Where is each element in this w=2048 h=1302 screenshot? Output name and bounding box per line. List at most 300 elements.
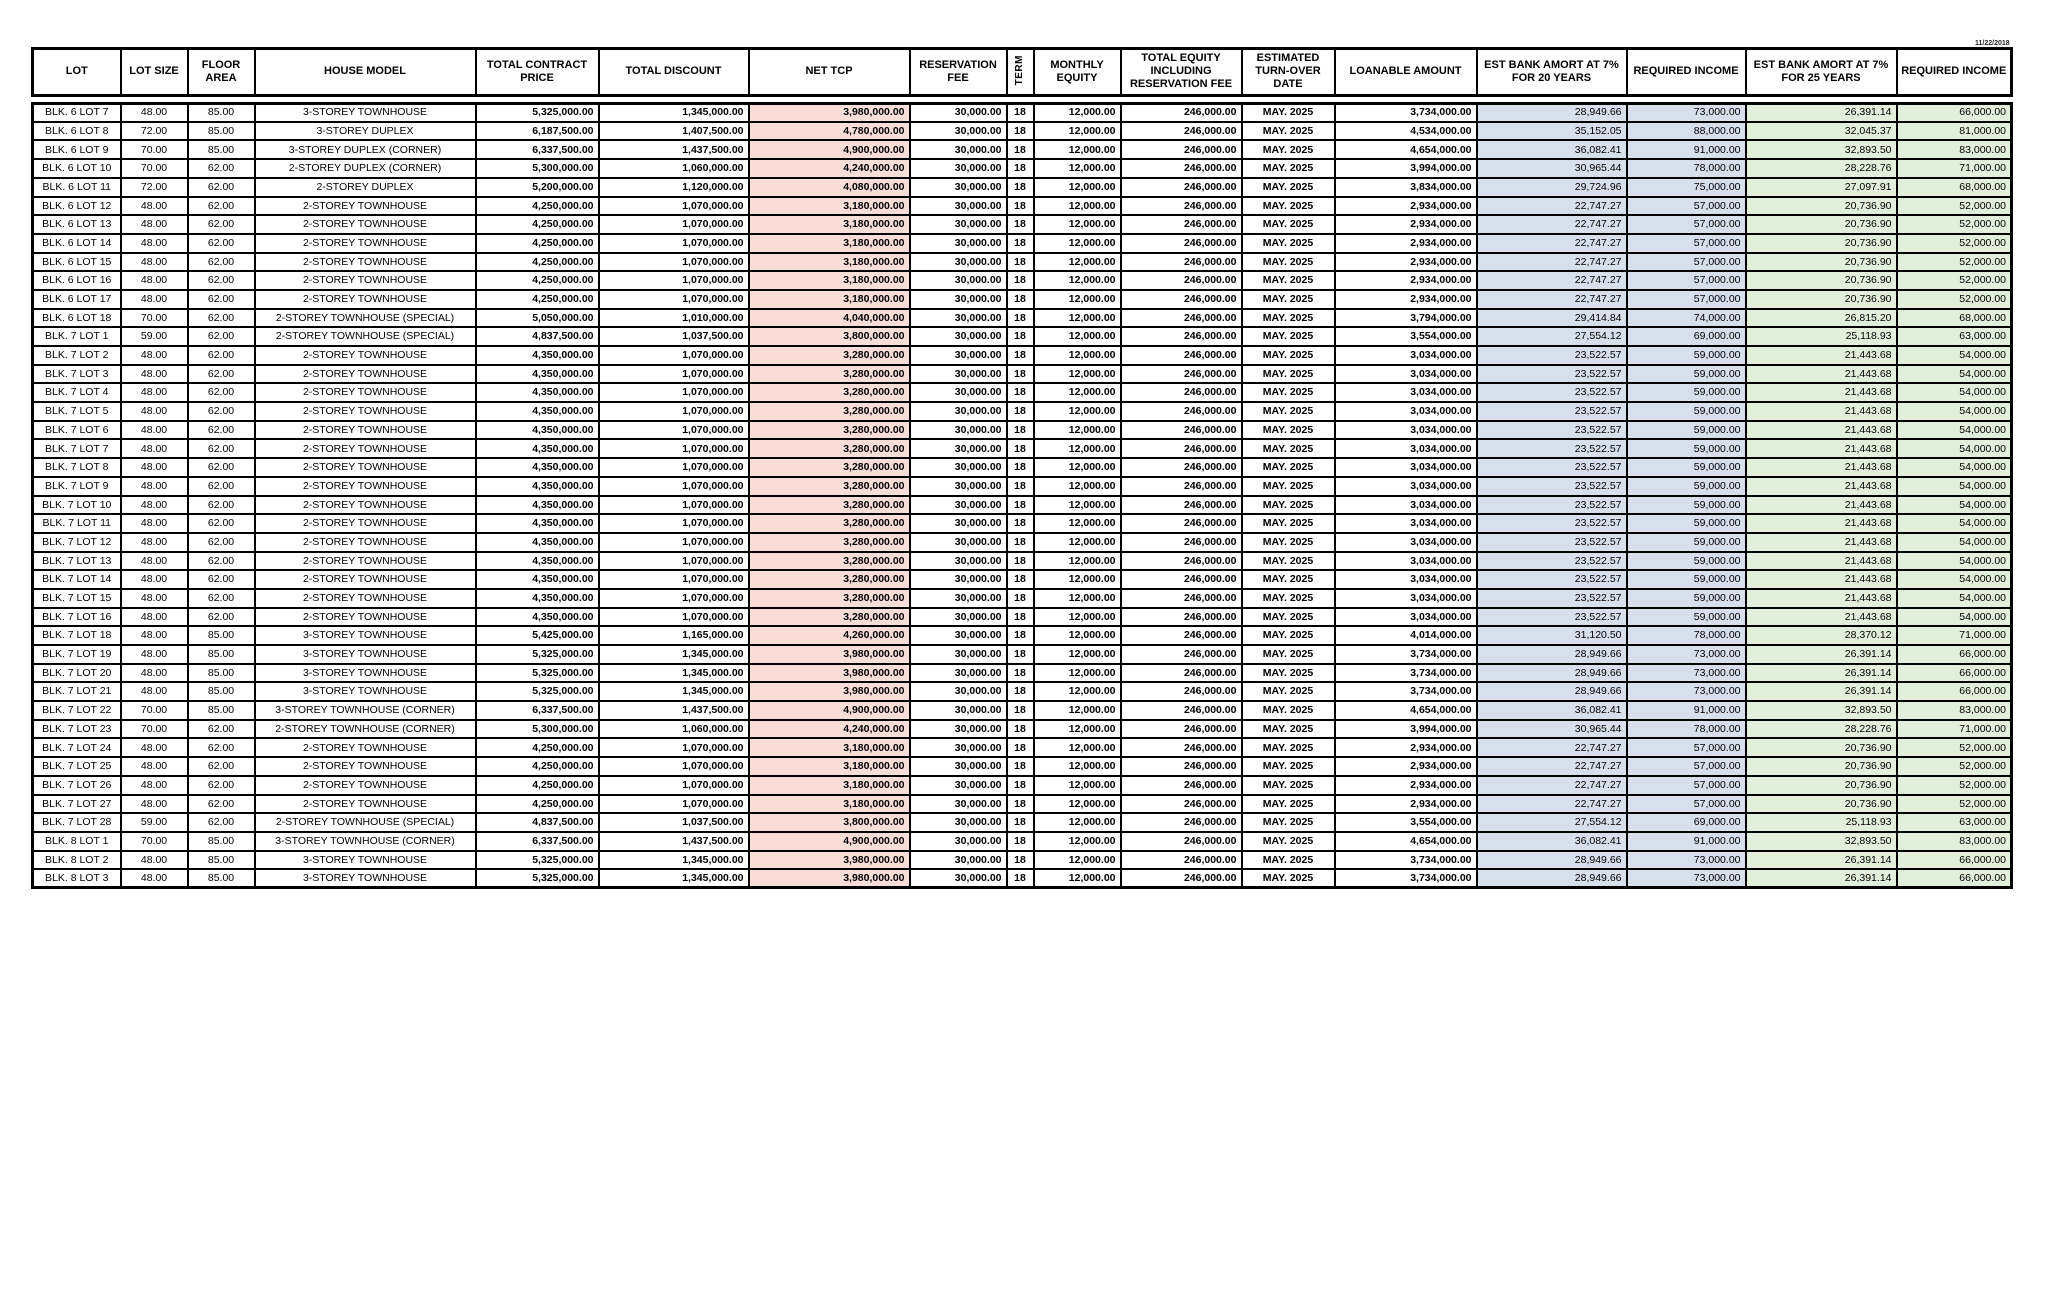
cell-monthly-equity: 12,000.00 xyxy=(1034,795,1121,814)
cell-amort-20yr: 23,522.57 xyxy=(1477,477,1627,496)
cell-floor-area: 62.00 xyxy=(188,533,255,552)
cell-total-contract-price: 4,837,500.00 xyxy=(476,813,599,832)
cell-lot: BLK. 6 LOT 8 xyxy=(33,122,121,141)
cell-lot-size: 48.00 xyxy=(121,215,188,234)
cell-loanable-amount: 3,034,000.00 xyxy=(1335,514,1477,533)
cell-total-equity: 246,000.00 xyxy=(1121,439,1242,458)
column-header-total-discount: TOTAL DISCOUNT xyxy=(599,49,749,96)
cell-required-income-25yr: 71,000.00 xyxy=(1897,159,2012,178)
cell-net-tcp: 3,280,000.00 xyxy=(749,514,910,533)
cell-house-model: 3-STOREY TOWNHOUSE xyxy=(255,682,476,701)
cell-net-tcp: 3,280,000.00 xyxy=(749,589,910,608)
cell-reservation-fee: 30,000.00 xyxy=(910,776,1007,795)
cell-amort-20yr: 23,522.57 xyxy=(1477,533,1627,552)
cell-total-equity: 246,000.00 xyxy=(1121,776,1242,795)
table-row xyxy=(33,327,2012,346)
cell-total-contract-price: 4,250,000.00 xyxy=(476,253,599,272)
cell-monthly-equity: 12,000.00 xyxy=(1034,122,1121,141)
cell-lot: BLK. 7 LOT 7 xyxy=(33,439,121,458)
cell-amort-25yr: 21,443.68 xyxy=(1746,383,1897,402)
cell-reservation-fee: 30,000.00 xyxy=(910,421,1007,440)
cell-amort-25yr: 20,736.90 xyxy=(1746,795,1897,814)
cell-lot: BLK. 7 LOT 25 xyxy=(33,757,121,776)
cell-house-model: 2-STOREY TOWNHOUSE xyxy=(255,738,476,757)
cell-lot: BLK. 7 LOT 8 xyxy=(33,458,121,477)
table-row xyxy=(33,253,2012,272)
cell-total-discount: 1,070,000.00 xyxy=(599,439,749,458)
cell-amort-20yr: 23,522.57 xyxy=(1477,439,1627,458)
cell-required-income-20yr: 88,000.00 xyxy=(1627,122,1746,141)
cell-reservation-fee: 30,000.00 xyxy=(910,757,1007,776)
cell-net-tcp: 3,180,000.00 xyxy=(749,215,910,234)
cell-total-discount: 1,345,000.00 xyxy=(599,682,749,701)
cell-reservation-fee: 30,000.00 xyxy=(910,140,1007,159)
cell-total-contract-price: 4,250,000.00 xyxy=(476,795,599,814)
cell-lot: BLK. 6 LOT 9 xyxy=(33,140,121,159)
cell-total-equity: 246,000.00 xyxy=(1121,645,1242,664)
cell-amort-20yr: 28,949.66 xyxy=(1477,103,1627,122)
cell-required-income-25yr: 71,000.00 xyxy=(1897,720,2012,739)
cell-total-equity: 246,000.00 xyxy=(1121,514,1242,533)
cell-loanable-amount: 3,034,000.00 xyxy=(1335,421,1477,440)
cell-total-contract-price: 5,325,000.00 xyxy=(476,851,599,870)
table-row xyxy=(33,421,2012,440)
cell-net-tcp: 3,180,000.00 xyxy=(749,795,910,814)
cell-amort-20yr: 23,522.57 xyxy=(1477,346,1627,365)
cell-required-income-20yr: 59,000.00 xyxy=(1627,365,1746,384)
cell-lot-size: 48.00 xyxy=(121,402,188,421)
cell-house-model: 2-STOREY TOWNHOUSE xyxy=(255,234,476,253)
cell-reservation-fee: 30,000.00 xyxy=(910,645,1007,664)
column-header-total-contract-price: TOTAL CONTRACT PRICE xyxy=(476,49,599,96)
cell-amort-20yr: 23,522.57 xyxy=(1477,552,1627,571)
cell-amort-20yr: 23,522.57 xyxy=(1477,514,1627,533)
cell-floor-area: 85.00 xyxy=(188,122,255,141)
cell-turnover-date: MAY. 2025 xyxy=(1242,608,1335,627)
cell-term: 18 xyxy=(1007,271,1034,290)
cell-amort-20yr: 22,747.27 xyxy=(1477,757,1627,776)
cell-monthly-equity: 12,000.00 xyxy=(1034,103,1121,122)
cell-loanable-amount: 3,034,000.00 xyxy=(1335,496,1477,515)
cell-total-equity: 246,000.00 xyxy=(1121,851,1242,870)
cell-monthly-equity: 12,000.00 xyxy=(1034,533,1121,552)
cell-required-income-20yr: 57,000.00 xyxy=(1627,290,1746,309)
cell-house-model: 2-STOREY TOWNHOUSE (SPECIAL) xyxy=(255,309,476,328)
cell-lot-size: 48.00 xyxy=(121,103,188,122)
cell-required-income-25yr: 54,000.00 xyxy=(1897,421,2012,440)
cell-reservation-fee: 30,000.00 xyxy=(910,720,1007,739)
cell-monthly-equity: 12,000.00 xyxy=(1034,738,1121,757)
cell-loanable-amount: 3,034,000.00 xyxy=(1335,533,1477,552)
cell-turnover-date: MAY. 2025 xyxy=(1242,439,1335,458)
cell-term: 18 xyxy=(1007,851,1034,870)
cell-required-income-20yr: 59,000.00 xyxy=(1627,346,1746,365)
cell-net-tcp: 3,280,000.00 xyxy=(749,477,910,496)
cell-required-income-20yr: 59,000.00 xyxy=(1627,439,1746,458)
cell-lot-size: 48.00 xyxy=(121,514,188,533)
cell-reservation-fee: 30,000.00 xyxy=(910,439,1007,458)
cell-total-discount: 1,070,000.00 xyxy=(599,738,749,757)
cell-net-tcp: 3,180,000.00 xyxy=(749,271,910,290)
cell-total-discount: 1,345,000.00 xyxy=(599,103,749,122)
cell-term: 18 xyxy=(1007,122,1034,141)
cell-required-income-20yr: 57,000.00 xyxy=(1627,271,1746,290)
cell-lot-size: 70.00 xyxy=(121,159,188,178)
cell-house-model: 2-STOREY TOWNHOUSE (SPECIAL) xyxy=(255,813,476,832)
cell-required-income-20yr: 78,000.00 xyxy=(1627,626,1746,645)
cell-house-model: 2-STOREY TOWNHOUSE xyxy=(255,795,476,814)
cell-required-income-25yr: 52,000.00 xyxy=(1897,776,2012,795)
cell-lot: BLK. 7 LOT 11 xyxy=(33,514,121,533)
cell-net-tcp: 3,980,000.00 xyxy=(749,664,910,683)
column-header-total-equity: TOTAL EQUITY INCLUDING RESERVATION FEE xyxy=(1121,49,1242,96)
cell-total-contract-price: 4,250,000.00 xyxy=(476,271,599,290)
cell-required-income-25yr: 52,000.00 xyxy=(1897,234,2012,253)
cell-reservation-fee: 30,000.00 xyxy=(910,570,1007,589)
cell-total-contract-price: 4,350,000.00 xyxy=(476,383,599,402)
cell-lot: BLK. 7 LOT 28 xyxy=(33,813,121,832)
cell-net-tcp: 3,180,000.00 xyxy=(749,197,910,216)
cell-required-income-25yr: 52,000.00 xyxy=(1897,253,2012,272)
cell-lot: BLK. 7 LOT 20 xyxy=(33,664,121,683)
cell-required-income-25yr: 66,000.00 xyxy=(1897,103,2012,122)
cell-amort-20yr: 23,522.57 xyxy=(1477,421,1627,440)
column-header-term xyxy=(1007,49,1034,96)
cell-amort-20yr: 22,747.27 xyxy=(1477,253,1627,272)
cell-amort-25yr: 20,736.90 xyxy=(1746,271,1897,290)
cell-lot: BLK. 7 LOT 23 xyxy=(33,720,121,739)
cell-loanable-amount: 3,034,000.00 xyxy=(1335,346,1477,365)
cell-net-tcp: 3,280,000.00 xyxy=(749,608,910,627)
cell-floor-area: 62.00 xyxy=(188,608,255,627)
cell-house-model: 3-STOREY TOWNHOUSE (CORNER) xyxy=(255,701,476,720)
cell-total-discount: 1,070,000.00 xyxy=(599,271,749,290)
cell-lot: BLK. 6 LOT 13 xyxy=(33,215,121,234)
cell-lot-size: 48.00 xyxy=(121,608,188,627)
cell-lot-size: 48.00 xyxy=(121,776,188,795)
cell-required-income-25yr: 54,000.00 xyxy=(1897,552,2012,571)
cell-total-contract-price: 4,350,000.00 xyxy=(476,458,599,477)
cell-net-tcp: 3,280,000.00 xyxy=(749,402,910,421)
cell-total-discount: 1,070,000.00 xyxy=(599,496,749,515)
cell-required-income-25yr: 66,000.00 xyxy=(1897,869,2012,888)
table-row xyxy=(33,682,2012,701)
cell-house-model: 2-STOREY TOWNHOUSE xyxy=(255,570,476,589)
cell-total-contract-price: 5,325,000.00 xyxy=(476,869,599,888)
cell-loanable-amount: 3,734,000.00 xyxy=(1335,682,1477,701)
cell-monthly-equity: 12,000.00 xyxy=(1034,776,1121,795)
cell-loanable-amount: 3,034,000.00 xyxy=(1335,458,1477,477)
cell-floor-area: 62.00 xyxy=(188,159,255,178)
cell-house-model: 2-STOREY TOWNHOUSE xyxy=(255,271,476,290)
cell-monthly-equity: 12,000.00 xyxy=(1034,140,1121,159)
cell-amort-20yr: 22,747.27 xyxy=(1477,290,1627,309)
cell-required-income-25yr: 63,000.00 xyxy=(1897,813,2012,832)
table-row xyxy=(33,365,2012,384)
cell-required-income-25yr: 54,000.00 xyxy=(1897,458,2012,477)
table-row xyxy=(33,439,2012,458)
cell-term: 18 xyxy=(1007,197,1034,216)
cell-monthly-equity: 12,000.00 xyxy=(1034,159,1121,178)
cell-total-contract-price: 4,350,000.00 xyxy=(476,533,599,552)
cell-lot-size: 48.00 xyxy=(121,664,188,683)
cell-total-discount: 1,070,000.00 xyxy=(599,290,749,309)
cell-amort-25yr: 21,443.68 xyxy=(1746,365,1897,384)
cell-term: 18 xyxy=(1007,421,1034,440)
cell-house-model: 2-STOREY TOWNHOUSE xyxy=(255,589,476,608)
cell-lot-size: 72.00 xyxy=(121,122,188,141)
cell-term: 18 xyxy=(1007,645,1034,664)
cell-reservation-fee: 30,000.00 xyxy=(910,701,1007,720)
cell-monthly-equity: 12,000.00 xyxy=(1034,421,1121,440)
cell-turnover-date: MAY. 2025 xyxy=(1242,458,1335,477)
cell-loanable-amount: 4,534,000.00 xyxy=(1335,122,1477,141)
cell-total-discount: 1,060,000.00 xyxy=(599,159,749,178)
cell-turnover-date: MAY. 2025 xyxy=(1242,869,1335,888)
cell-total-equity: 246,000.00 xyxy=(1121,122,1242,141)
cell-required-income-20yr: 57,000.00 xyxy=(1627,795,1746,814)
cell-floor-area: 62.00 xyxy=(188,776,255,795)
cell-amort-25yr: 21,443.68 xyxy=(1746,439,1897,458)
cell-total-discount: 1,345,000.00 xyxy=(599,645,749,664)
cell-floor-area: 85.00 xyxy=(188,851,255,870)
cell-floor-area: 62.00 xyxy=(188,421,255,440)
cell-required-income-25yr: 54,000.00 xyxy=(1897,533,2012,552)
cell-term: 18 xyxy=(1007,533,1034,552)
cell-required-income-25yr: 71,000.00 xyxy=(1897,626,2012,645)
cell-reservation-fee: 30,000.00 xyxy=(910,608,1007,627)
cell-lot-size: 70.00 xyxy=(121,309,188,328)
cell-reservation-fee: 30,000.00 xyxy=(910,682,1007,701)
cell-total-discount: 1,070,000.00 xyxy=(599,197,749,216)
table-row xyxy=(33,776,2012,795)
cell-lot-size: 48.00 xyxy=(121,589,188,608)
cell-turnover-date: MAY. 2025 xyxy=(1242,103,1335,122)
cell-total-discount: 1,060,000.00 xyxy=(599,720,749,739)
column-header-amort-20yr: EST BANK AMORT AT 7% FOR 20 YEARS xyxy=(1477,49,1627,96)
cell-total-contract-price: 4,250,000.00 xyxy=(476,757,599,776)
cell-monthly-equity: 12,000.00 xyxy=(1034,383,1121,402)
cell-floor-area: 62.00 xyxy=(188,552,255,571)
table-row xyxy=(33,869,2012,888)
cell-turnover-date: MAY. 2025 xyxy=(1242,159,1335,178)
cell-term: 18 xyxy=(1007,458,1034,477)
cell-total-contract-price: 5,325,000.00 xyxy=(476,645,599,664)
cell-turnover-date: MAY. 2025 xyxy=(1242,383,1335,402)
cell-total-equity: 246,000.00 xyxy=(1121,421,1242,440)
cell-monthly-equity: 12,000.00 xyxy=(1034,197,1121,216)
cell-total-discount: 1,407,500.00 xyxy=(599,122,749,141)
cell-house-model: 2-STOREY TOWNHOUSE xyxy=(255,253,476,272)
cell-reservation-fee: 30,000.00 xyxy=(910,365,1007,384)
cell-lot: BLK. 8 LOT 3 xyxy=(33,869,121,888)
cell-house-model: 2-STOREY TOWNHOUSE xyxy=(255,776,476,795)
cell-amort-20yr: 23,522.57 xyxy=(1477,608,1627,627)
cell-house-model: 2-STOREY TOWNHOUSE (SPECIAL) xyxy=(255,327,476,346)
cell-total-contract-price: 4,350,000.00 xyxy=(476,421,599,440)
cell-amort-20yr: 36,082.41 xyxy=(1477,140,1627,159)
cell-required-income-25yr: 54,000.00 xyxy=(1897,365,2012,384)
cell-net-tcp: 4,240,000.00 xyxy=(749,159,910,178)
cell-lot: BLK. 7 LOT 14 xyxy=(33,570,121,589)
cell-amort-20yr: 23,522.57 xyxy=(1477,458,1627,477)
cell-net-tcp: 3,280,000.00 xyxy=(749,458,910,477)
cell-turnover-date: MAY. 2025 xyxy=(1242,140,1335,159)
cell-required-income-20yr: 59,000.00 xyxy=(1627,514,1746,533)
cell-lot: BLK. 7 LOT 9 xyxy=(33,477,121,496)
cell-total-contract-price: 6,337,500.00 xyxy=(476,832,599,851)
cell-house-model: 2-STOREY TOWNHOUSE xyxy=(255,402,476,421)
cell-reservation-fee: 30,000.00 xyxy=(910,738,1007,757)
cell-term: 18 xyxy=(1007,402,1034,421)
cell-house-model: 2-STOREY TOWNHOUSE xyxy=(255,496,476,515)
cell-term: 18 xyxy=(1007,776,1034,795)
cell-required-income-20yr: 57,000.00 xyxy=(1627,776,1746,795)
cell-monthly-equity: 12,000.00 xyxy=(1034,309,1121,328)
cell-total-discount: 1,437,500.00 xyxy=(599,140,749,159)
column-header-amort-25yr: EST BANK AMORT AT 7% FOR 25 YEARS xyxy=(1746,49,1897,96)
term-vertical-label: TERM xyxy=(1014,54,1025,85)
table-row xyxy=(33,140,2012,159)
table-row xyxy=(33,402,2012,421)
cell-required-income-25yr: 83,000.00 xyxy=(1897,140,2012,159)
cell-required-income-25yr: 66,000.00 xyxy=(1897,645,2012,664)
cell-total-contract-price: 4,250,000.00 xyxy=(476,290,599,309)
cell-loanable-amount: 4,654,000.00 xyxy=(1335,832,1477,851)
cell-turnover-date: MAY. 2025 xyxy=(1242,645,1335,664)
cell-monthly-equity: 12,000.00 xyxy=(1034,626,1121,645)
cell-house-model: 2-STOREY TOWNHOUSE xyxy=(255,608,476,627)
cell-lot-size: 48.00 xyxy=(121,795,188,814)
cell-total-discount: 1,345,000.00 xyxy=(599,664,749,683)
cell-net-tcp: 3,980,000.00 xyxy=(749,869,910,888)
cell-total-equity: 246,000.00 xyxy=(1121,813,1242,832)
cell-total-discount: 1,070,000.00 xyxy=(599,552,749,571)
cell-monthly-equity: 12,000.00 xyxy=(1034,869,1121,888)
cell-house-model: 2-STOREY TOWNHOUSE (CORNER) xyxy=(255,720,476,739)
cell-total-discount: 1,437,500.00 xyxy=(599,832,749,851)
cell-term: 18 xyxy=(1007,234,1034,253)
table-row xyxy=(33,514,2012,533)
table-row xyxy=(33,122,2012,141)
cell-turnover-date: MAY. 2025 xyxy=(1242,813,1335,832)
cell-total-contract-price: 6,337,500.00 xyxy=(476,701,599,720)
cell-floor-area: 62.00 xyxy=(188,309,255,328)
cell-required-income-20yr: 57,000.00 xyxy=(1627,738,1746,757)
cell-amort-20yr: 36,082.41 xyxy=(1477,701,1627,720)
cell-floor-area: 62.00 xyxy=(188,271,255,290)
cell-net-tcp: 3,180,000.00 xyxy=(749,253,910,272)
cell-term: 18 xyxy=(1007,832,1034,851)
cell-lot: BLK. 7 LOT 22 xyxy=(33,701,121,720)
cell-lot: BLK. 7 LOT 1 xyxy=(33,327,121,346)
cell-required-income-25yr: 54,000.00 xyxy=(1897,383,2012,402)
cell-total-discount: 1,070,000.00 xyxy=(599,757,749,776)
cell-monthly-equity: 12,000.00 xyxy=(1034,458,1121,477)
cell-lot: BLK. 6 LOT 18 xyxy=(33,309,121,328)
cell-monthly-equity: 12,000.00 xyxy=(1034,178,1121,197)
cell-loanable-amount: 3,034,000.00 xyxy=(1335,589,1477,608)
cell-total-equity: 246,000.00 xyxy=(1121,458,1242,477)
cell-term: 18 xyxy=(1007,346,1034,365)
table-row xyxy=(33,645,2012,664)
cell-required-income-20yr: 59,000.00 xyxy=(1627,608,1746,627)
cell-required-income-20yr: 59,000.00 xyxy=(1627,533,1746,552)
cell-loanable-amount: 3,034,000.00 xyxy=(1335,608,1477,627)
cell-amort-20yr: 22,747.27 xyxy=(1477,215,1627,234)
cell-lot-size: 48.00 xyxy=(121,346,188,365)
cell-turnover-date: MAY. 2025 xyxy=(1242,477,1335,496)
cell-required-income-25yr: 63,000.00 xyxy=(1897,327,2012,346)
cell-amort-25yr: 26,391.14 xyxy=(1746,869,1897,888)
cell-turnover-date: MAY. 2025 xyxy=(1242,776,1335,795)
cell-lot-size: 59.00 xyxy=(121,813,188,832)
cell-house-model: 2-STOREY TOWNHOUSE xyxy=(255,552,476,571)
cell-amort-20yr: 28,949.66 xyxy=(1477,869,1627,888)
cell-net-tcp: 3,280,000.00 xyxy=(749,365,910,384)
cell-term: 18 xyxy=(1007,439,1034,458)
cell-amort-25yr: 26,391.14 xyxy=(1746,682,1897,701)
cell-total-equity: 246,000.00 xyxy=(1121,290,1242,309)
cell-amort-25yr: 25,118.93 xyxy=(1746,813,1897,832)
table-row xyxy=(33,851,2012,870)
cell-amort-25yr: 20,736.90 xyxy=(1746,197,1897,216)
table-row xyxy=(33,757,2012,776)
cell-total-discount: 1,070,000.00 xyxy=(599,365,749,384)
cell-house-model: 3-STOREY DUPLEX (CORNER) xyxy=(255,140,476,159)
cell-total-equity: 246,000.00 xyxy=(1121,795,1242,814)
cell-total-contract-price: 4,250,000.00 xyxy=(476,234,599,253)
cell-term: 18 xyxy=(1007,178,1034,197)
cell-loanable-amount: 3,034,000.00 xyxy=(1335,383,1477,402)
cell-reservation-fee: 30,000.00 xyxy=(910,290,1007,309)
cell-net-tcp: 3,980,000.00 xyxy=(749,682,910,701)
cell-net-tcp: 3,800,000.00 xyxy=(749,327,910,346)
cell-turnover-date: MAY. 2025 xyxy=(1242,738,1335,757)
cell-total-discount: 1,070,000.00 xyxy=(599,776,749,795)
cell-amort-25yr: 28,370.12 xyxy=(1746,626,1897,645)
cell-house-model: 3-STOREY TOWNHOUSE xyxy=(255,103,476,122)
cell-total-equity: 246,000.00 xyxy=(1121,346,1242,365)
cell-loanable-amount: 2,934,000.00 xyxy=(1335,757,1477,776)
cell-required-income-20yr: 91,000.00 xyxy=(1627,140,1746,159)
cell-house-model: 2-STOREY TOWNHOUSE xyxy=(255,365,476,384)
cell-total-discount: 1,345,000.00 xyxy=(599,869,749,888)
cell-lot: BLK. 7 LOT 18 xyxy=(33,626,121,645)
date-stamp: 11/22/2018 xyxy=(1975,40,2010,47)
table-row xyxy=(33,103,2012,122)
cell-net-tcp: 3,280,000.00 xyxy=(749,383,910,402)
cell-required-income-25yr: 83,000.00 xyxy=(1897,701,2012,720)
cell-term: 18 xyxy=(1007,589,1034,608)
cell-required-income-20yr: 59,000.00 xyxy=(1627,496,1746,515)
column-header-required-income-25yr: REQUIRED INCOME xyxy=(1897,49,2012,96)
cell-total-contract-price: 4,350,000.00 xyxy=(476,589,599,608)
cell-term: 18 xyxy=(1007,477,1034,496)
cell-required-income-25yr: 54,000.00 xyxy=(1897,496,2012,515)
cell-loanable-amount: 2,934,000.00 xyxy=(1335,271,1477,290)
cell-term: 18 xyxy=(1007,738,1034,757)
cell-amort-20yr: 35,152.05 xyxy=(1477,122,1627,141)
cell-total-equity: 246,000.00 xyxy=(1121,738,1242,757)
cell-monthly-equity: 12,000.00 xyxy=(1034,290,1121,309)
cell-reservation-fee: 30,000.00 xyxy=(910,477,1007,496)
cell-amort-20yr: 22,747.27 xyxy=(1477,271,1627,290)
cell-turnover-date: MAY. 2025 xyxy=(1242,570,1335,589)
cell-net-tcp: 3,280,000.00 xyxy=(749,439,910,458)
cell-total-equity: 246,000.00 xyxy=(1121,477,1242,496)
cell-lot-size: 48.00 xyxy=(121,421,188,440)
